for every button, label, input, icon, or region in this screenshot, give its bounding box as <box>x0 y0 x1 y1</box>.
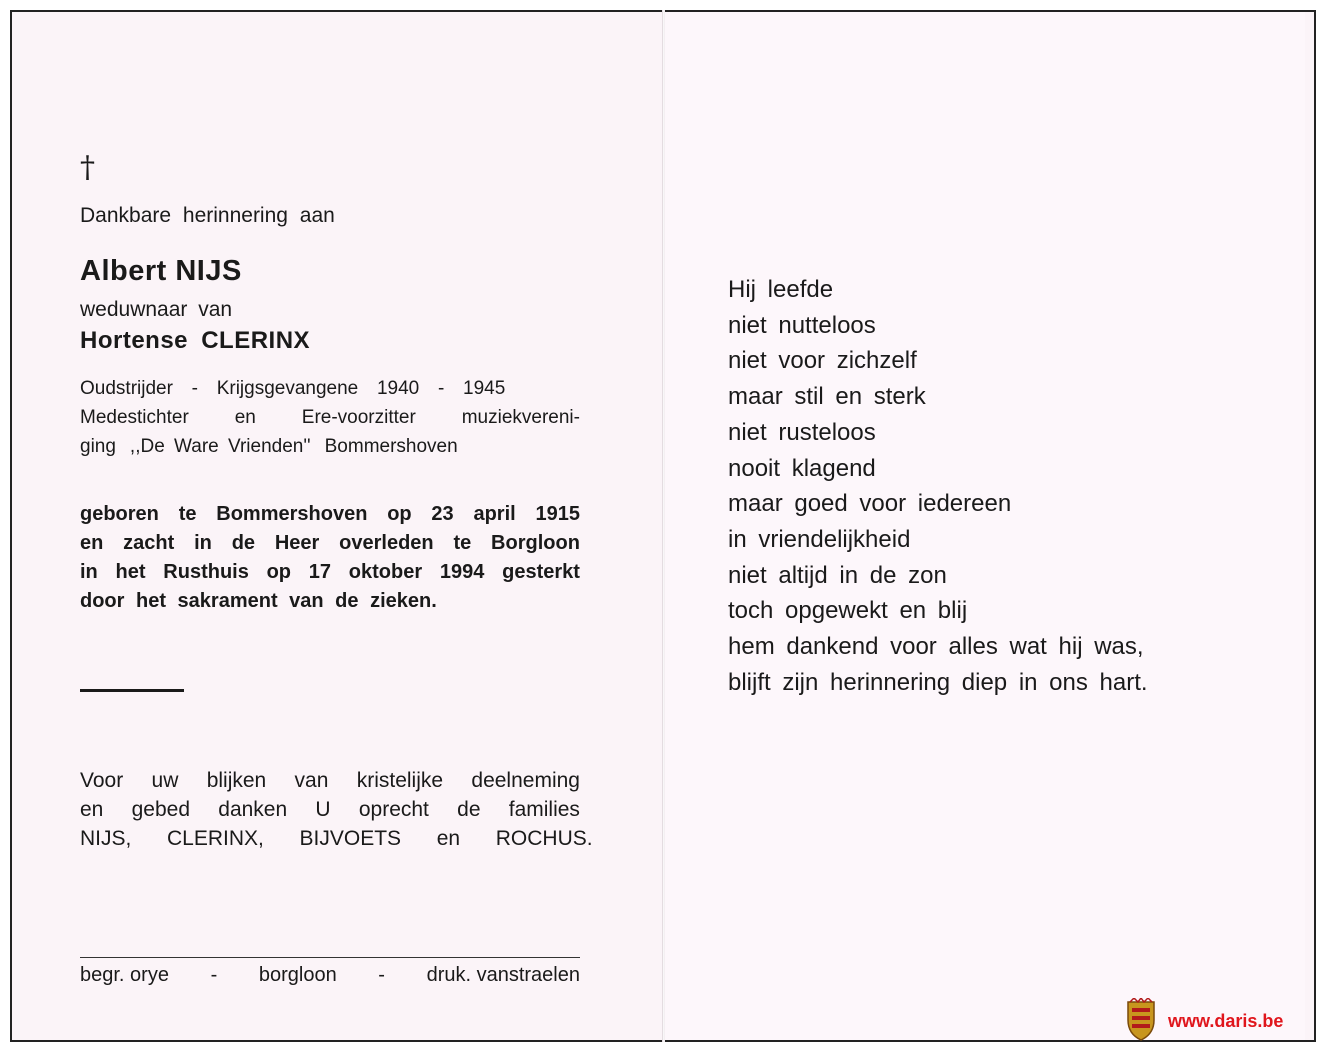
printer-line <box>80 964 580 987</box>
bio-word: door het sakrament van de zieken. <box>80 590 437 612</box>
thanks-block <box>80 766 593 853</box>
bio-line-4 <box>80 587 580 616</box>
footer-rule <box>80 957 580 958</box>
description-word: Ere-voorzitter <box>301 407 416 428</box>
card-fold <box>662 10 665 1042</box>
bio-word: 1915 <box>535 503 580 525</box>
thanks-word: NIJS, CLERINX, BIJVOETS en ROCHUS. <box>80 827 593 850</box>
bio-word: in <box>80 561 98 583</box>
bio-word: Bommershoven <box>216 503 368 525</box>
bio-line-2 <box>80 529 580 558</box>
printer-part: begr. orye <box>80 964 169 986</box>
printer-part: - <box>210 964 218 986</box>
description-word: Krijgsgevangene <box>216 378 359 399</box>
thanks-word: danken <box>218 798 288 821</box>
bio-word: 1994 <box>439 561 485 583</box>
poem-line: Hij leefde <box>728 276 834 303</box>
description-block <box>80 374 580 461</box>
thanks-word: blijken <box>206 769 267 792</box>
poem-line: toch opgewekt en blij <box>728 597 968 625</box>
bio-word: geboren <box>80 503 159 525</box>
description-word: Oudstrijder <box>80 378 173 399</box>
thanks-word: deelneming <box>471 769 580 792</box>
description-word: ,,De Ware Vrienden'' <box>129 436 311 457</box>
intro-text: Dankbare herinnering aan <box>80 204 335 227</box>
bio-word: het <box>115 561 146 583</box>
description-word: Bommershoven <box>324 436 458 457</box>
bio-word: 17 <box>308 561 332 583</box>
thanks-word: en <box>80 798 104 821</box>
description-word: muziekvereni- <box>461 407 580 428</box>
widower-of-text: weduwnaar van <box>80 298 233 321</box>
poem-line: niet nutteloos <box>728 311 876 339</box>
poem-line: niet voor zichzelf <box>728 347 917 375</box>
bio-word: april <box>473 503 516 525</box>
description-word: 1940 <box>376 378 420 399</box>
cross-icon: † <box>80 150 95 185</box>
bio-word: overleden <box>339 532 434 554</box>
bio-word: te <box>453 532 472 554</box>
bio-word: de <box>231 532 256 554</box>
poem-line: niet altijd in de zon <box>728 561 947 589</box>
printer-part: - <box>378 964 385 986</box>
bio-word: gesterkt <box>502 561 580 583</box>
bio-word: Borgloon <box>491 532 580 554</box>
poem-line: hem dankend voor alles wat hij was, <box>728 633 1144 661</box>
thanks-word: gebed <box>131 798 191 821</box>
thanks-line-1 <box>80 766 580 795</box>
thanks-word: families <box>508 798 580 821</box>
poem-line: maar goed voor iedereen <box>728 490 1012 518</box>
description-word: - <box>437 378 445 399</box>
thanks-word: de <box>457 798 481 821</box>
thanks-word: kristelijke <box>356 769 444 792</box>
thanks-word: Voor <box>80 769 124 792</box>
bio-word: op <box>266 561 292 583</box>
poem-line: in vriendelijkheid <box>728 525 911 553</box>
bio-line-3 <box>80 558 580 587</box>
thanks-word: van <box>294 769 329 792</box>
description-word: - <box>191 378 198 399</box>
description-word: ging <box>80 436 116 457</box>
deceased-name: Albert NIJS <box>80 255 242 287</box>
description-line-3 <box>80 432 580 461</box>
bio-word: op <box>387 503 412 525</box>
poem-line: maar stil en sterk <box>728 383 926 411</box>
bio-word: 23 <box>431 503 454 525</box>
description-line-2 <box>80 403 580 432</box>
description-word: en <box>234 407 256 428</box>
thanks-line-2 <box>80 795 580 824</box>
bio-word: oktober <box>348 561 423 583</box>
thanks-word: U <box>315 798 331 821</box>
biography-block <box>80 500 580 616</box>
description-word: Medestichter <box>80 407 189 428</box>
description-word: 1945 <box>463 378 506 399</box>
bio-word: Rusthuis <box>163 561 249 583</box>
poem-line: blijft zijn herinnering diep in ons hart. <box>728 668 1148 696</box>
watermark-text: www.daris.be <box>1168 1011 1284 1031</box>
thanks-word: uw <box>151 769 179 792</box>
bio-word: in <box>194 532 212 554</box>
thanks-word: oprecht <box>358 798 429 821</box>
printer-part: borgloon <box>258 964 337 986</box>
bio-word: en <box>80 532 104 554</box>
heraldic-crest-icon <box>1124 998 1158 1042</box>
poem-line: niet rusteloos <box>728 418 876 446</box>
bio-word: Heer <box>274 532 320 554</box>
poem-line: nooit klagend <box>728 454 876 482</box>
bio-line-1 <box>80 500 580 529</box>
separator-dash <box>80 689 184 692</box>
printer-part: druk. vanstraelen <box>426 964 580 986</box>
description-line-1 <box>80 374 580 403</box>
thanks-line-3 <box>80 824 593 853</box>
bio-word: zacht <box>123 532 175 554</box>
poem <box>728 272 1148 700</box>
spouse-name: Hortense CLERINX <box>80 327 311 354</box>
bio-word: te <box>178 503 197 525</box>
